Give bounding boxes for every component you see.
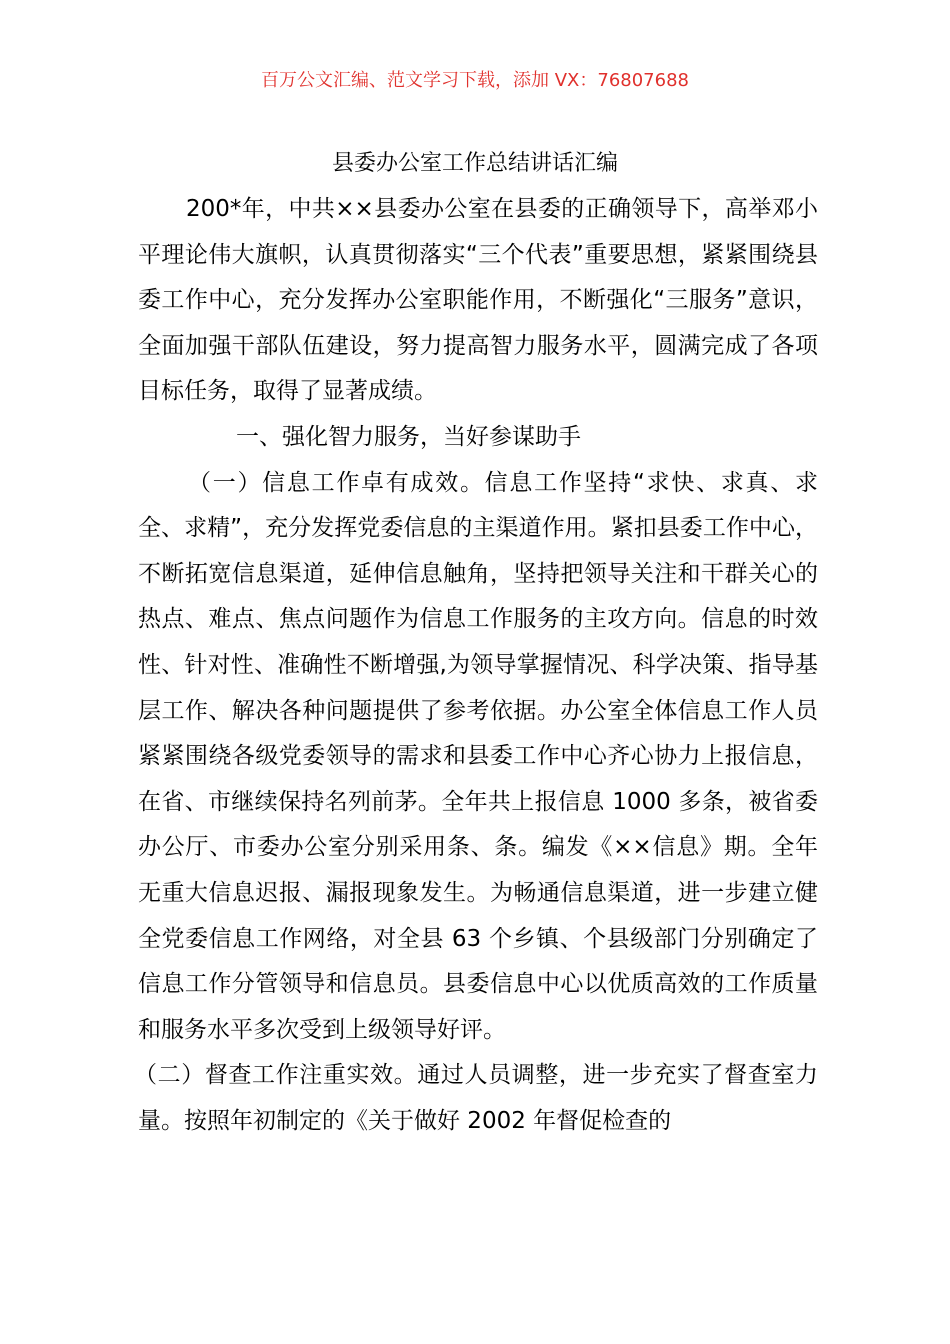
watermark-header: 百万公文汇编、范文学习下载，添加 VX：76807688 [261,70,689,91]
document-body [134,187,818,1144]
document-title: 县委办公室工作总结讲话汇编 [331,151,618,176]
paragraph-information-work: （一）信息工作卓有成效。信息工作坚持“求快、求真、求全、求精”，充分发挥党委信息的主渠道作用。紧扣县委工作中心，不断拓宽信息渠道，延伸信息触角，坚持把领导关注和干群关心的热点、难点、焦点问题作为信息工作服务的主攻方向。信息的时效性、针对性、准确性不断增强,为领导掌握情况、科学决策、指导基层工作、解决各种问题提供了参考依据。办公室全体信息工作人员紧紧围绕各级党委领导的需求和县委工作中心齐心协力上报信息，在省、市继续保持名列前茅。全年共上报信息 1000 多条，被省委办公厅、市委办公室分别采用条、条。编发《××信息》期。全年无重大信息迟报、漏报现象发生。为畅通信息渠道，进一步建立健全党委信息工作网络，对全县 63 个乡镇、个县级部门分别确定了信息工作分管领导和信息员。县委信息中心以优质高效的工作质量和服务水平多次受到上级领导好评。 [138,469,818,1043]
paragraph-supervision-work: （二）督查工作注重实效。通过人员调整，进一步充实了督查室力量。按照年初制定的《关于做好 2002 年督促检查的 [134,1062,818,1134]
section-heading: 一、强化智力服务，当好参谋助手 [236,423,581,450]
intro-paragraph: 200*年，中共××县委办公室在县委的正确领导下，高举邓小平理论伟大旗帜，认真贯彻落实“三个代表”重要思想，紧紧围绕县委工作中心，充分发挥办公室职能作用，不断强化“三服务”意识，全面加强干部队伍建设，努力提高智力服务水平，圆满完成了各项目标任务，取得了显著成绩。 [138,196,818,405]
